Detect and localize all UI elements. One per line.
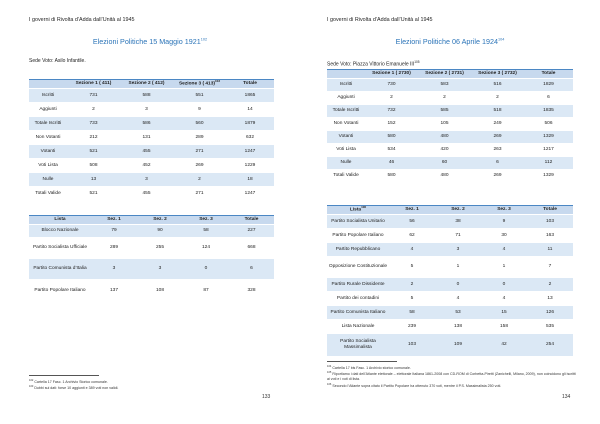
table-row: Partito Socialista Massimalista 103 109 42 254 [327,334,573,356]
page-number: 133 [262,394,271,400]
table-header-row: Lista Sez. 1 Sez. 2 Sez. 3 Totale [29,215,274,224]
table-row: Votanti 580 480 269 1329 [327,131,573,143]
title-footnote-ref: 102 [200,37,208,42]
table-row: Totali Valide 521 455 271 1247 [35,190,256,196]
page-number: 134 [562,394,571,400]
results-by-section-table [327,68,573,183]
table-header-row: Sezione 1 ( 2730) Sezione 2 ( 2731) Sezione 3 ( 2732) Totale [327,69,573,78]
title-footnote-ref: 104 [497,37,505,42]
page-title [300,37,600,46]
table-row: Non Votanti 212 131 289 632 [35,134,254,140]
table-row: Aggiunti 2 2 2 6 [337,95,550,101]
voting-location: Sede Voto: Asilo Infantile. [29,58,86,64]
table-row: Partito Popolare Italiano 137 108 87 328 [34,288,256,294]
table-row: Votanti 521 455 271 1247 [29,145,274,158]
table-row: Partito Repubblicano 4 3 4 11 [327,243,573,256]
table-row: Nulle 46 60 6 112 [327,157,573,169]
table-row: Partito Comunista d’Italia 3 3 0 6 [29,259,274,279]
table-row: Partito Socialista Unitario 56 38 9 103 [327,215,573,228]
running-head: I governi di Rivolta d’Adda dall’Unità al 1945 [327,17,433,23]
table-row: Voti Lista 534 420 263 1217 [336,147,554,153]
table-row: Partito Rurale Dissidente 2 0 0 2 [327,278,573,291]
table-row: Lista Nazionale 239 138 158 535 [341,323,554,329]
table-row: Opposizione Costituzionale 5 1 1 7 [328,264,552,270]
page-title [0,37,300,46]
footnote: $^{103}$ Dubbi sui dati: forse 10 aggiunti e 389 voti non validi. [29,385,119,391]
footnote: $^{106}$ Secondo l’Atlante sopra citato il Partito Popolare ha ottenuto 370 voti, mentre il P.S. Massimalista 250 voti. [327,383,502,389]
table-row: Aggiunti 2 3 9 14 [39,106,253,112]
table-row: Partito Comunista Italiano 58 53 15 126 [327,306,573,319]
right-page [300,0,600,424]
footnote: $^{105}$ Riportiamo i dati dell’Atlante elettorale – elettorale Italiana 1861-2008 con CD-ROM di Corbetta-Piretti (Zanichelli, Milano, 2009), non coincidono gli iscritti ai voti e i voti di lista. [327,371,576,381]
results-by-list-table [29,214,274,303]
title-text: Elezioni Politiche 06 Aprile 1924 [395,37,498,46]
table-row: Nulle 13 3 2 18 [29,173,274,186]
footnote-divider [29,375,99,376]
results-by-list-table [327,204,573,357]
table-header-row: Lista$^{106}$ Sez. 1 Sez. 2 Sez. 3 Totale [327,205,573,214]
footnote-divider [327,361,397,362]
table-row: Iscritti 730 583 516 1829 [327,79,573,91]
results-by-section-table [29,78,274,201]
table-row: Iscritti 731 588 551 1865 [29,89,274,102]
table-row: Non Votanti 152 105 249 506 [333,121,553,127]
table-row: Totali Valide 580 480 269 1329 [333,173,554,179]
table-row: Totale Iscritti 732 585 518 1835 [327,105,573,117]
table-row: Partito Popolare Italiano 62 71 30 163 [332,232,554,238]
title-text: Elezioni Politiche 15 Maggio 1921 [92,37,201,46]
table-row: Totale Iscritti 733 586 560 1879 [29,117,274,130]
running-head: I governi di Rivolta d’Adda dall’Unità al 1945 [29,17,135,23]
table-header-row: Sezione 1 ( 411) Sezione 2 ( 412) Sezione 3 ( 413)$^{103}$ Totale [29,79,274,88]
table-row: Partito dei contadini 5 4 4 13 [336,295,553,301]
voting-location: Sede Voto: Piazza Vittorio Emanuele III$^{105}$ [327,60,420,68]
table-row: Voti Lista 508 452 269 1229 [38,162,256,168]
footnote: $^{102}$ Cartella 17 Fasc. 1 Archivio Storico comunale. [29,379,108,385]
table-row: Blocco Nazionale 79 90 58 227 [29,225,274,237]
table-row: Partito Socialista Ufficiale 289 255 124 668 [32,245,256,251]
footnote: $^{104}$ Cartella 17 bis Fasc. 1 Archivio storico comunale. [327,365,411,371]
